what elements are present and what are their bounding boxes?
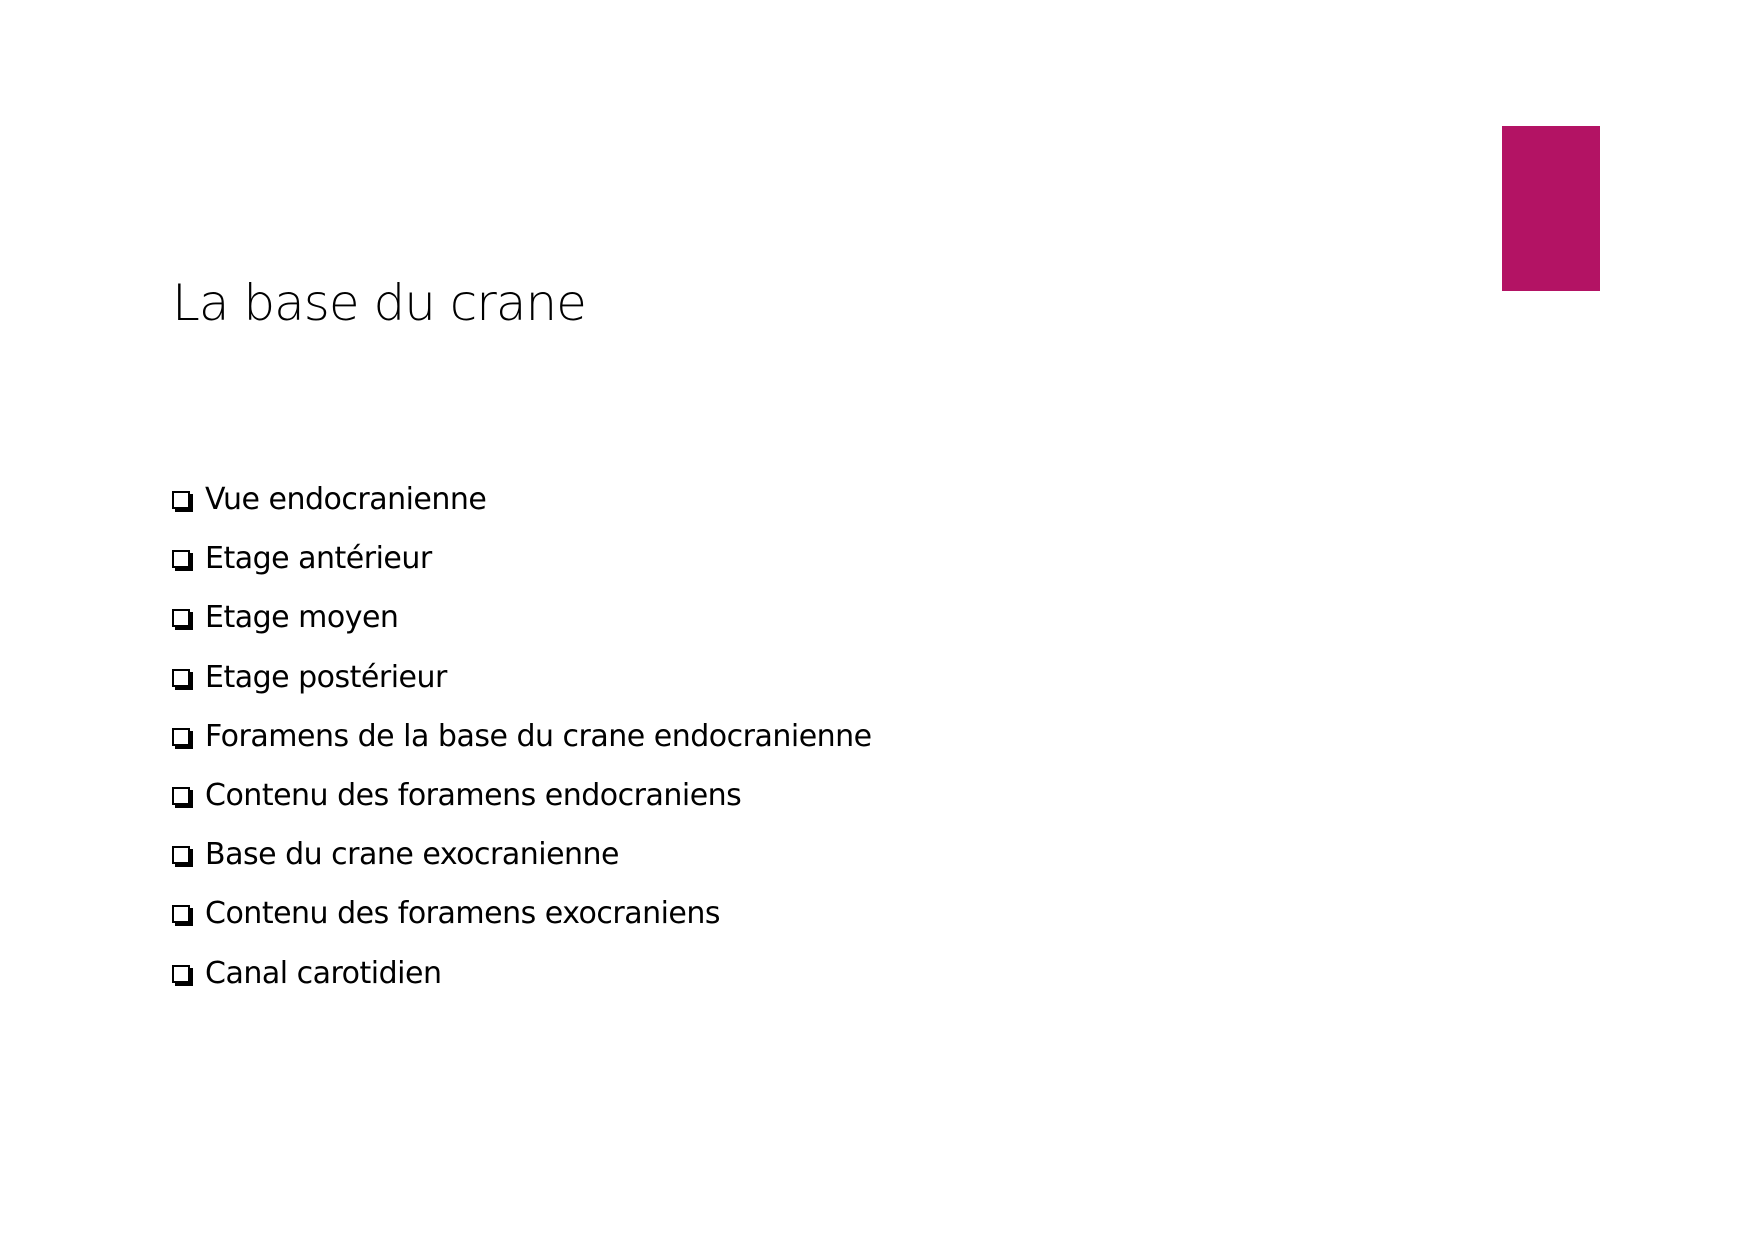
- checkbox-bullet-icon: [172, 965, 190, 983]
- list-item-text: Etage moyen: [205, 600, 399, 636]
- bullet-list: [172, 482, 872, 1015]
- list-item: [172, 660, 872, 719]
- checkbox-bullet-icon: [172, 728, 190, 746]
- checkbox-bullet-icon: [172, 609, 190, 627]
- list-item: [172, 541, 872, 600]
- list-item-text: Etage antérieur: [205, 541, 432, 577]
- checkbox-bullet-icon: [172, 491, 190, 509]
- list-item: [172, 956, 872, 1015]
- checkbox-bullet-icon: [172, 669, 190, 687]
- list-item: [172, 778, 872, 837]
- list-item: [172, 600, 872, 659]
- list-item: [172, 837, 872, 896]
- checkbox-bullet-icon: [172, 550, 190, 568]
- accent-rectangle: [1502, 126, 1600, 291]
- list-item-text: Contenu des foramens endocraniens: [205, 777, 742, 813]
- list-item: [172, 482, 872, 541]
- list-item-text: Base du crane exocranienne: [205, 837, 620, 873]
- list-item-text: Etage postérieur: [205, 659, 447, 695]
- list-item-text: Foramens de la base du crane endocranienne: [205, 718, 872, 754]
- list-item: [172, 896, 872, 955]
- list-item-text: Contenu des foramens exocraniens: [205, 896, 721, 932]
- checkbox-bullet-icon: [172, 787, 190, 805]
- list-item: [172, 719, 872, 778]
- checkbox-bullet-icon: [172, 846, 190, 864]
- list-item-text: Vue endocranienne: [205, 482, 487, 517]
- list-item-text: Canal carotidien: [205, 955, 442, 991]
- checkbox-bullet-icon: [172, 905, 190, 923]
- slide-title: La base du crane: [172, 274, 586, 332]
